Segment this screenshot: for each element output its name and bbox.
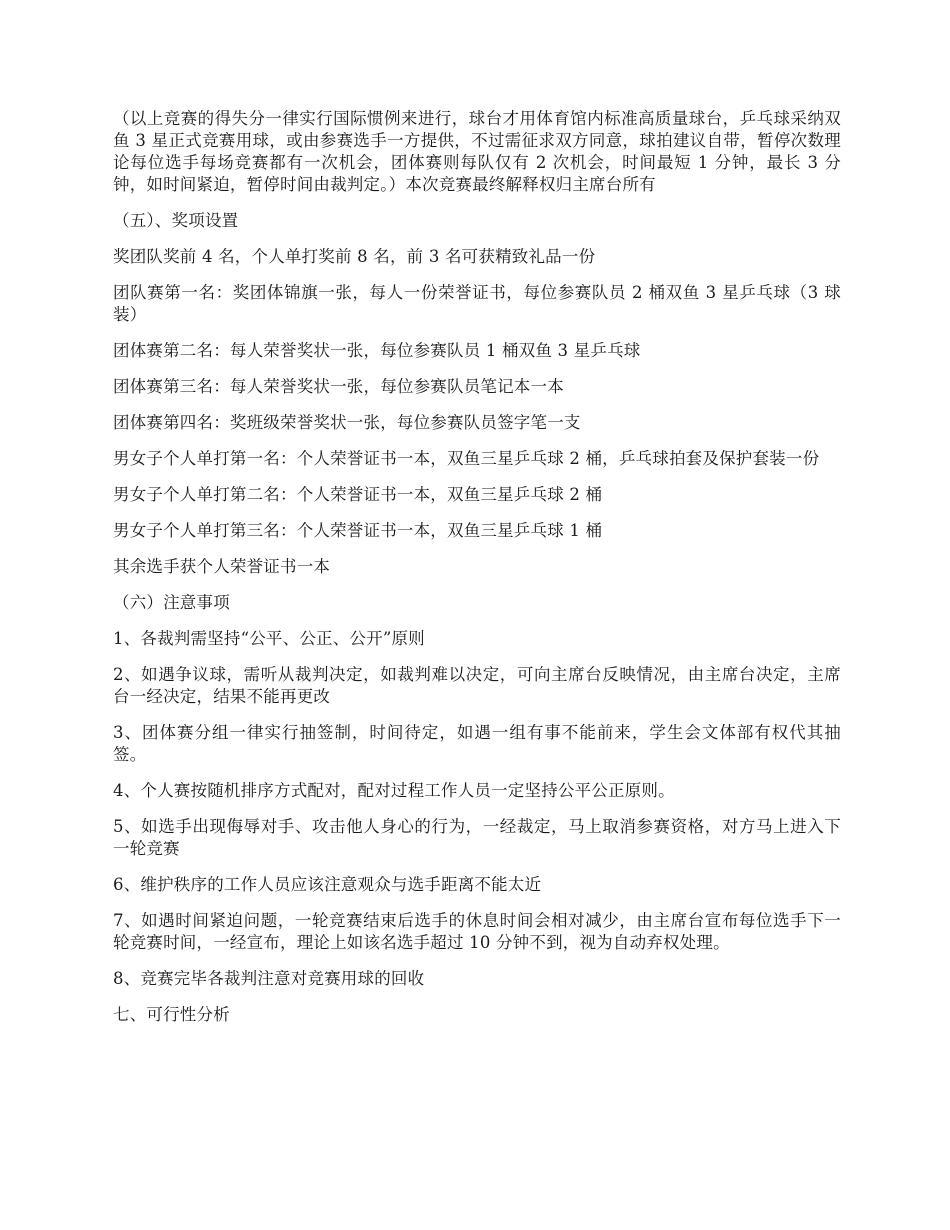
team-third-prize: 团体赛第三名：每人荣誉奖状一张，每位参赛队员笔记本一本 bbox=[113, 377, 564, 396]
singles-first-prize: 男女子个人单打第一名：个人荣誉证书一本，双鱼三星乒乓球 2 桶，乒乓球拍套及保护套装一份 bbox=[113, 449, 820, 468]
section-heading-feasibility: 七、可行性分析 bbox=[113, 1005, 230, 1024]
note-item-5: 5、如选手出现侮辱对手、攻击他人身心的行为，一经裁定，马上取消参赛资格，对方马上进入下一轮竞赛 bbox=[113, 817, 841, 858]
team-fourth-prize: 团体赛第四名：奖班级荣誉奖状一张，每位参赛队员签字笔一支 bbox=[113, 413, 581, 432]
note-item-1: 1、各裁判需坚持“公平、公正、公开”原则 bbox=[113, 629, 425, 648]
rules-note-paragraph: （以上竞赛的得失分一律实行国际惯例来进行，球台才用体育馆内标准高质量球台，乒乓球采纳双鱼 3 星正式竞赛用球，或由参赛选手一方提供，不过需征求双方同意，球拍建议自带，暂停次数理论每位选手每场竞赛都有一次机会，团体赛则每队仅有 2 次机会，时间最短 1 分钟，最长 3 分钟，如时间紧迫，暂停时间由裁判定。）本次竞赛最终解释权归主席台所有 bbox=[113, 109, 841, 194]
document-page bbox=[113, 108, 841, 1040]
note-item-7: 7、如遇时间紧迫问题，一轮竞赛结束后选手的休息时间会相对减少，由主席台宣布每位选手下一轮竞赛时间，一经宣布，理论上如该名选手超过 10 分钟不到，视为自动弃权处理。 bbox=[113, 911, 841, 952]
awards-summary: 奖团队奖前 4 名，个人单打奖前 8 名，前 3 名可获精致礼品一份 bbox=[113, 247, 596, 266]
note-item-6: 6、维护秩序的工作人员应该注意观众与选手距离不能太近 bbox=[113, 875, 542, 894]
note-item-2: 2、如遇争议球，需听从裁判决定，如裁判难以决定，可向主席台反映情况，由主席台决定，主席台一经决定，结果不能再更改 bbox=[113, 665, 841, 706]
singles-third-prize: 男女子个人单打第三名：个人荣誉证书一本，双鱼三星乒乓球 1 桶 bbox=[113, 521, 603, 540]
team-first-prize: 团队赛第一名：奖团体锦旗一张，每人一份荣誉证书，每位参赛队员 2 桶双鱼 3 星乒乓球（3 球装） bbox=[113, 283, 841, 324]
team-second-prize: 团体赛第二名：每人荣誉奖状一张，每位参赛队员 1 桶双鱼 3 星乒乓球 bbox=[113, 341, 641, 360]
note-item-8: 8、竞赛完毕各裁判注意对竞赛用球的回收 bbox=[113, 969, 425, 988]
section-heading-notes: （六）注意事项 bbox=[113, 593, 230, 612]
singles-second-prize: 男女子个人单打第二名：个人荣誉证书一本，双鱼三星乒乓球 2 桶 bbox=[113, 485, 603, 504]
section-heading-awards: （五）、奖项设置 bbox=[113, 211, 239, 230]
other-participants-prize: 其余选手获个人荣誉证书一本 bbox=[113, 557, 331, 576]
note-item-3: 3、团体赛分组一律实行抽签制，时间待定，如遇一组有事不能前来，学生会文体部有权代其抽签。 bbox=[113, 723, 841, 764]
note-item-4: 4、个人赛按随机排序方式配对，配对过程工作人员一定坚持公平公正原则。 bbox=[113, 781, 675, 800]
